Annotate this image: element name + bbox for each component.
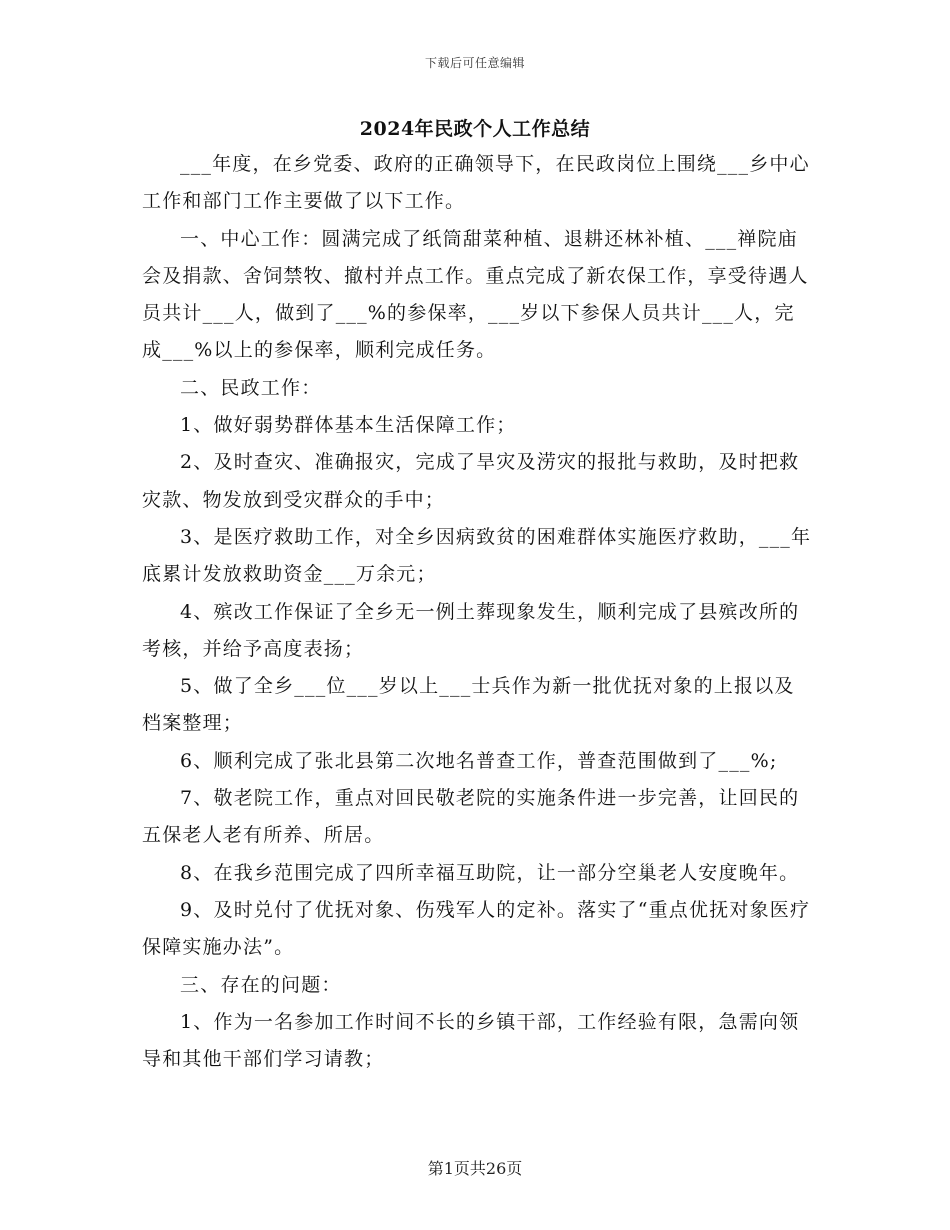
paragraph-section-problems: 三、存在的问题： xyxy=(180,973,342,996)
paragraph-item-6: 6、顺利完成了张北县第二次地名普查工作，普查范围做到了___%; xyxy=(180,749,778,772)
paragraph-item-4: 4、殡改工作保证了全乡无一例土葬现象发生，顺利完成了县殡改所的考核，并给予高度表扬； xyxy=(142,600,800,660)
page-header-note: 下载后可任意编辑 xyxy=(424,56,525,70)
paragraph-item-2: 2、及时查灾、准确报灾，完成了旱灾及涝灾的报批与救助，及时把救灾款、物发放到受灾群众的手中； xyxy=(142,451,800,511)
document-body xyxy=(142,146,812,1078)
paragraph-item-8: 8、在我乡范围完成了四所幸福互助院，让一部分空巢老人安度晚年。 xyxy=(180,861,800,884)
paragraph-item-5: 5、做了全乡___位___岁以上___士兵作为新一批优抚对象的上报以及档案整理； xyxy=(142,675,795,735)
paragraph-intro: ___年度，在乡党委、政府的正确领导下，在民政岗位上围绕___乡中心工作和部门工作主要做了以下工作。 xyxy=(142,153,810,213)
paragraph-central-work: 一、中心工作：圆满完成了纸筒甜菜种植、退耕还林补植、___禅院庙会及捐款、舍饲禁牧、撤村并点工作。重点完成了新农保工作，享受待遇人员共计___人，做到了___%的参保率，___岁以下参保人员共计___人，完成___%以上的参保率，顺利完成任务。 xyxy=(142,227,809,362)
paragraph-item-3: 3、是医疗救助工作，对全乡因病致贫的困难群体实施医疗救助，___年底累计发放救助资金___万余元； xyxy=(142,525,812,586)
paragraph-item-7: 7、敬老院工作，重点对回民敬老院的实施条件进一步完善，让回民的五保老人老有所养、所居。 xyxy=(142,787,800,847)
page-number: 第1页共26页 xyxy=(427,1159,523,1178)
paragraph-item-9: 9、及时兑付了优抚对象、伤残军人的定补。落实了“重点优抚对象医疗保障实施办法”。 xyxy=(142,898,811,959)
paragraph-problem-1: 1、作为一名参加工作时间不长的乡镇干部，工作经验有限，急需向领导和其他干部们学习请教； xyxy=(142,1010,800,1071)
paragraph-item-1: 1、做好弱势群体基本生活保障工作； xyxy=(180,414,517,437)
document-title: 2024年民政个人工作总结 xyxy=(359,118,591,140)
paragraph-section-civil-affairs: 二、民政工作： xyxy=(180,376,322,399)
